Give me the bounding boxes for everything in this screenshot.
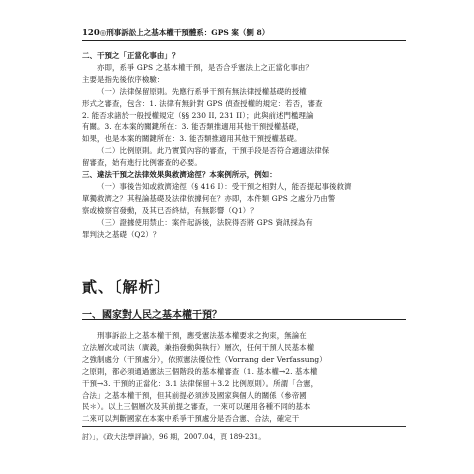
paragraph-line: 如果，也是本案的關鍵所在：3. 能否類推適用其他干預授權基礎。	[82, 134, 302, 144]
section-a-text	[82, 50, 406, 241]
section-rule	[82, 319, 406, 320]
paragraph-line: 干預→3. 干預的正當化：3.1 法律保留＋3.2 比例原則）。所謂「合憲，	[82, 378, 319, 388]
paragraph-line: 罪判決之基礎（Q2）？	[82, 229, 161, 239]
paragraph-line: 民＊）。以上三個層次及其前提之審查，一來可以運用各種不同的基本	[82, 402, 311, 412]
section-b-text	[82, 330, 406, 425]
subheading-justification: 二、干預之「正當化事由」？	[82, 51, 180, 60]
paragraph-line: 刑事訴訟上之基本權干預，應受憲法基本權要求之拘束，無論在	[97, 331, 307, 340]
subheading-legal-effect: 三、違法干預之法律效果與救濟途徑？本案例所示，例如：	[82, 170, 277, 180]
part-heading: 貳、〔解析〕	[82, 278, 171, 296]
paragraph-line: 形式之審查，包含：1. 法律有無針對 GPS 偵查授權的規定：若否，審查	[82, 98, 323, 108]
paragraph-line: 察或檢察官發動，及其已否終結，有無影響（Q1）？	[82, 205, 258, 215]
page-number: 120	[82, 28, 100, 38]
paragraph-line: 立法層次或司法（廣義，兼指發動與執行）層次，任何干預人民基本權	[82, 342, 315, 352]
paragraph-line: （一）事後告知或救濟途徑（§ 416 I）：受干預之相對人，能否提起事後救濟	[97, 181, 352, 191]
footnote-rule	[82, 426, 406, 427]
paragraph-line: 合法」之基本權干預，但其前提必須涉及國家與個人的關係（參帝國	[82, 390, 307, 400]
paragraph-line: 之強制處分（干預處分），依照憲法優位性（Vorrang der Verfassung）	[82, 354, 327, 364]
paragraph-line: （二）比例原則。此乃實質內容的審查，干預手段是否符合適適法律保	[97, 146, 330, 156]
paragraph-line: （三）證據使用禁止：案件起訴後，法院得否將 GPS 資訊採為有	[97, 217, 313, 227]
section-heading: 一、國家對人民之基本權干預？	[82, 310, 222, 321]
paragraph-line: （一）法律保留原則。先應行系爭干預有無法律授權基礎的授權	[97, 86, 307, 96]
paragraph-line: 2. 能否求諸於一般授權規定（§§ 230 II, 231 II）；此與前述門檻理論	[82, 110, 314, 120]
paragraph-line: 主要是指先後依序檢驗：	[82, 74, 165, 84]
paragraph-line: 有關。3. 在本案的關鍵所在：3. 能否類推適用其他干預授權基礎，	[82, 122, 304, 132]
paragraph-line: 單獨救濟之？其程論基礎及法律依據何在？亦即，本件類 GPS 之處分乃由警	[82, 193, 336, 203]
running-title: ◎刑事訴訟上之基本權干預體系：GPS 案（劉 8）	[99, 28, 270, 37]
paragraph-line: 亦即，系爭 GPS 之基本權干預，是否合乎憲法上之正當化事由？	[97, 62, 313, 72]
paragraph-line: 二來可以判斷國家在本案中系爭干預處分是否合憲、合法，確定干	[82, 414, 300, 424]
running-header	[82, 28, 406, 38]
paragraph-line: 之原則，都必須通過憲法三個階段的基本權審查（1. 基本權→2. 基本權	[82, 366, 318, 376]
paragraph-line: 留審查，始有進行比例審查的必要。	[82, 158, 202, 168]
document-page	[82, 28, 406, 456]
footnote: 討）」，《政大法學評論》，96 期，2007.04，頁 189-231。	[82, 433, 266, 441]
header-rule	[82, 40, 406, 41]
